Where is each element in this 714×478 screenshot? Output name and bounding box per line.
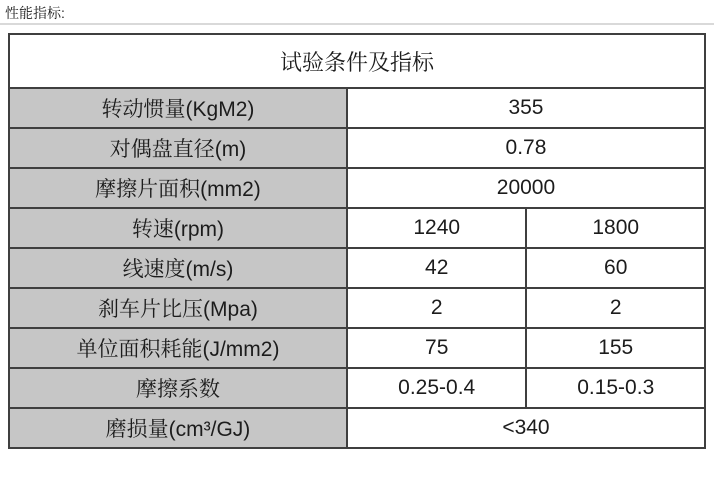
row-value: 2 (526, 288, 705, 328)
row-value: 0.15-0.3 (526, 368, 705, 408)
page-heading: 性能指标: (5, 5, 65, 21)
row-label: 单位面积耗能(J/mm2) (9, 328, 347, 368)
table-row (9, 328, 705, 368)
row-value: 155 (526, 328, 705, 368)
row-value: 0.78 (347, 128, 705, 168)
table-row (9, 168, 705, 208)
table-row (9, 128, 705, 168)
row-value: 355 (347, 88, 705, 128)
table-row (9, 288, 705, 328)
row-label: 摩擦系数 (9, 368, 347, 408)
spec-table-body (9, 34, 705, 448)
row-value: 0.25-0.4 (347, 368, 527, 408)
row-value: 75 (347, 328, 527, 368)
table-row (9, 208, 705, 248)
table-title: 试验条件及指标 (9, 34, 705, 88)
row-value: 20000 (347, 168, 705, 208)
row-value: 1240 (347, 208, 527, 248)
row-value: <340 (347, 408, 705, 448)
row-label: 转速(rpm) (9, 208, 347, 248)
spec-table (8, 33, 706, 449)
row-label: 磨损量(cm³/GJ) (9, 408, 347, 448)
row-label: 摩擦片面积(mm2) (9, 168, 347, 208)
row-label: 线速度(m/s) (9, 248, 347, 288)
row-value: 60 (526, 248, 705, 288)
table-title-row (9, 34, 705, 88)
row-value: 2 (347, 288, 527, 328)
row-label: 转动惯量(KgM2) (9, 88, 347, 128)
table-row (9, 368, 705, 408)
row-label: 对偶盘直径(m) (9, 128, 347, 168)
table-row (9, 88, 705, 128)
row-value: 42 (347, 248, 527, 288)
row-label: 刹车片比压(Mpa) (9, 288, 347, 328)
horizontal-divider (0, 23, 714, 25)
row-value: 1800 (526, 208, 705, 248)
table-row (9, 408, 705, 448)
table-row (9, 248, 705, 288)
